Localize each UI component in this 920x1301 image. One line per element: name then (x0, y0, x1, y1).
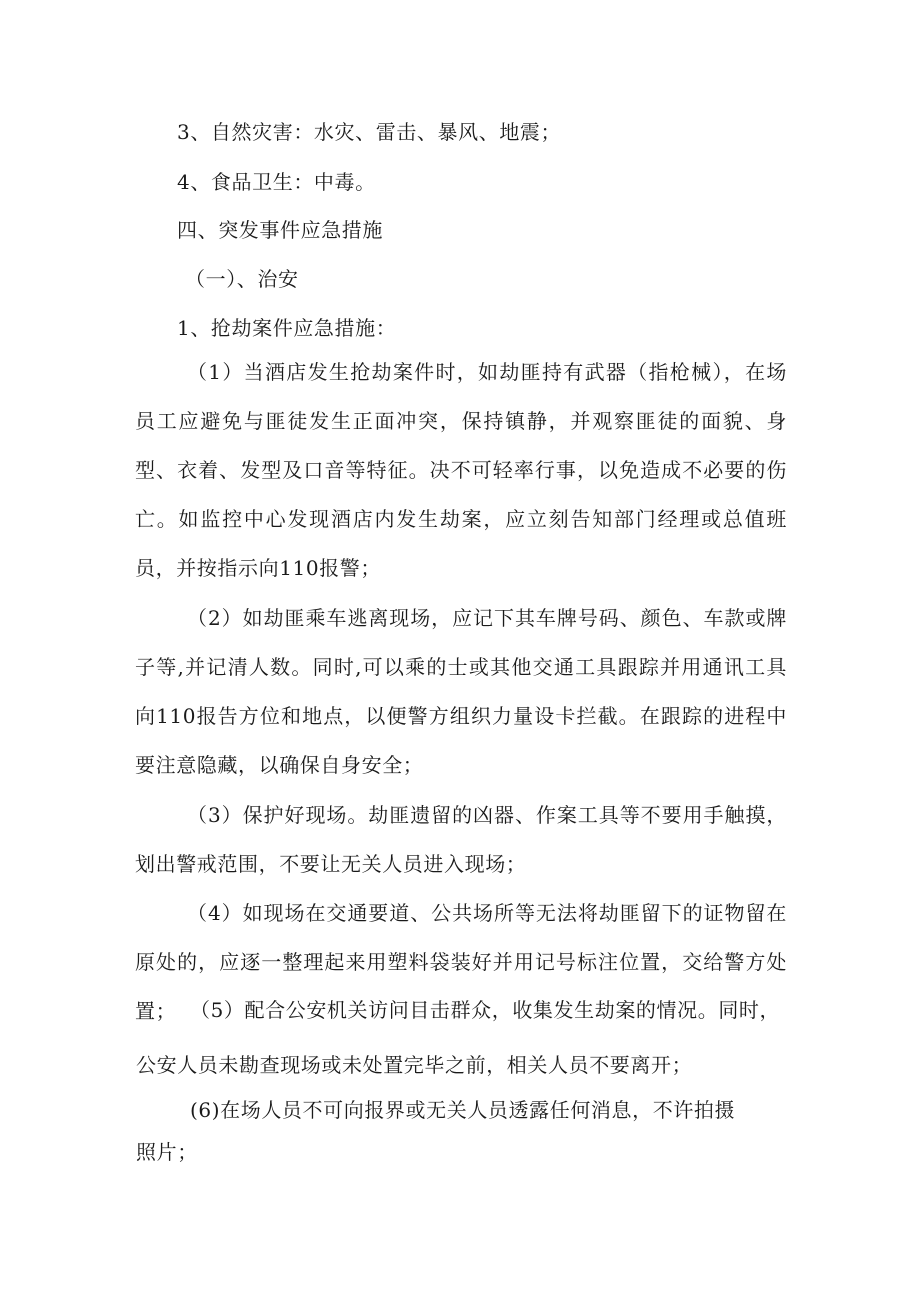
paragraph-evidence-handling: （4）如现场在交通要道、公共场所等无法将劫匪留下的证物留在原处的，应逐一整理起来用塑料袋装好并用记号标注位置，交给警方处置； (135, 901, 787, 1023)
paragraph-cooperate-police-line2: 公安人员未勘查现场或未处置完毕之前，相关人员不要离开； (136, 1053, 693, 1077)
robbery-measures-heading: 1、抢劫案件应急措施： (177, 316, 397, 340)
paragraph-no-disclosure-line2: 照片； (136, 1140, 198, 1164)
list-item-natural-disaster: 3、自然灾害：水灾、雷击、暴风、地震； (177, 120, 562, 144)
paragraph-escape-tracking: （2）如劫匪乘车逃离现场，应记下其车牌号码、颜色、车款或牌子等,并记清人数。同时,可以乘的士或其他交通工具跟踪并用通讯工具向110报告方位和地点，以便警方组织力量设卡拦截。在跟踪的进程中要注意隐藏，以确保自身安全； (135, 606, 787, 777)
section-heading-emergency-measures: 四、突发事件应急措施 (177, 218, 383, 242)
paragraph-cooperate-police-line1: （5）配合公安机关访问目击群众，收集发生劫案的情况。同时， (190, 998, 781, 1022)
paragraph-protect-scene: （3）保护好现场。劫匪遗留的凶器、作案工具等不要用手触摸，划出警戒范围，不要让无关人员进入现场； (135, 803, 787, 876)
subsection-heading-security: （一）、治安 (185, 267, 299, 291)
paragraph-armed-robbery: （1）当酒店发生抢劫案件时，如劫匪持有武器（指枪械），在场员工应避免与匪徒发生正面冲突，保持镇静，并观察匪徒的面貌、身型、衣着、发型及口音等特征。决不可轻率行事，以免造成不必要的伤亡。如监控中心发现酒店内发生劫案，应立刻告知部门经理或总值班员，并按指示向110报警； (135, 360, 787, 580)
list-item-food-hygiene: 4、食品卫生：中毒。 (177, 170, 376, 194)
paragraph-no-disclosure-line1: (6)在场人员不可向报界或无关人员透露任何消息，不许拍摄 (190, 1098, 736, 1122)
